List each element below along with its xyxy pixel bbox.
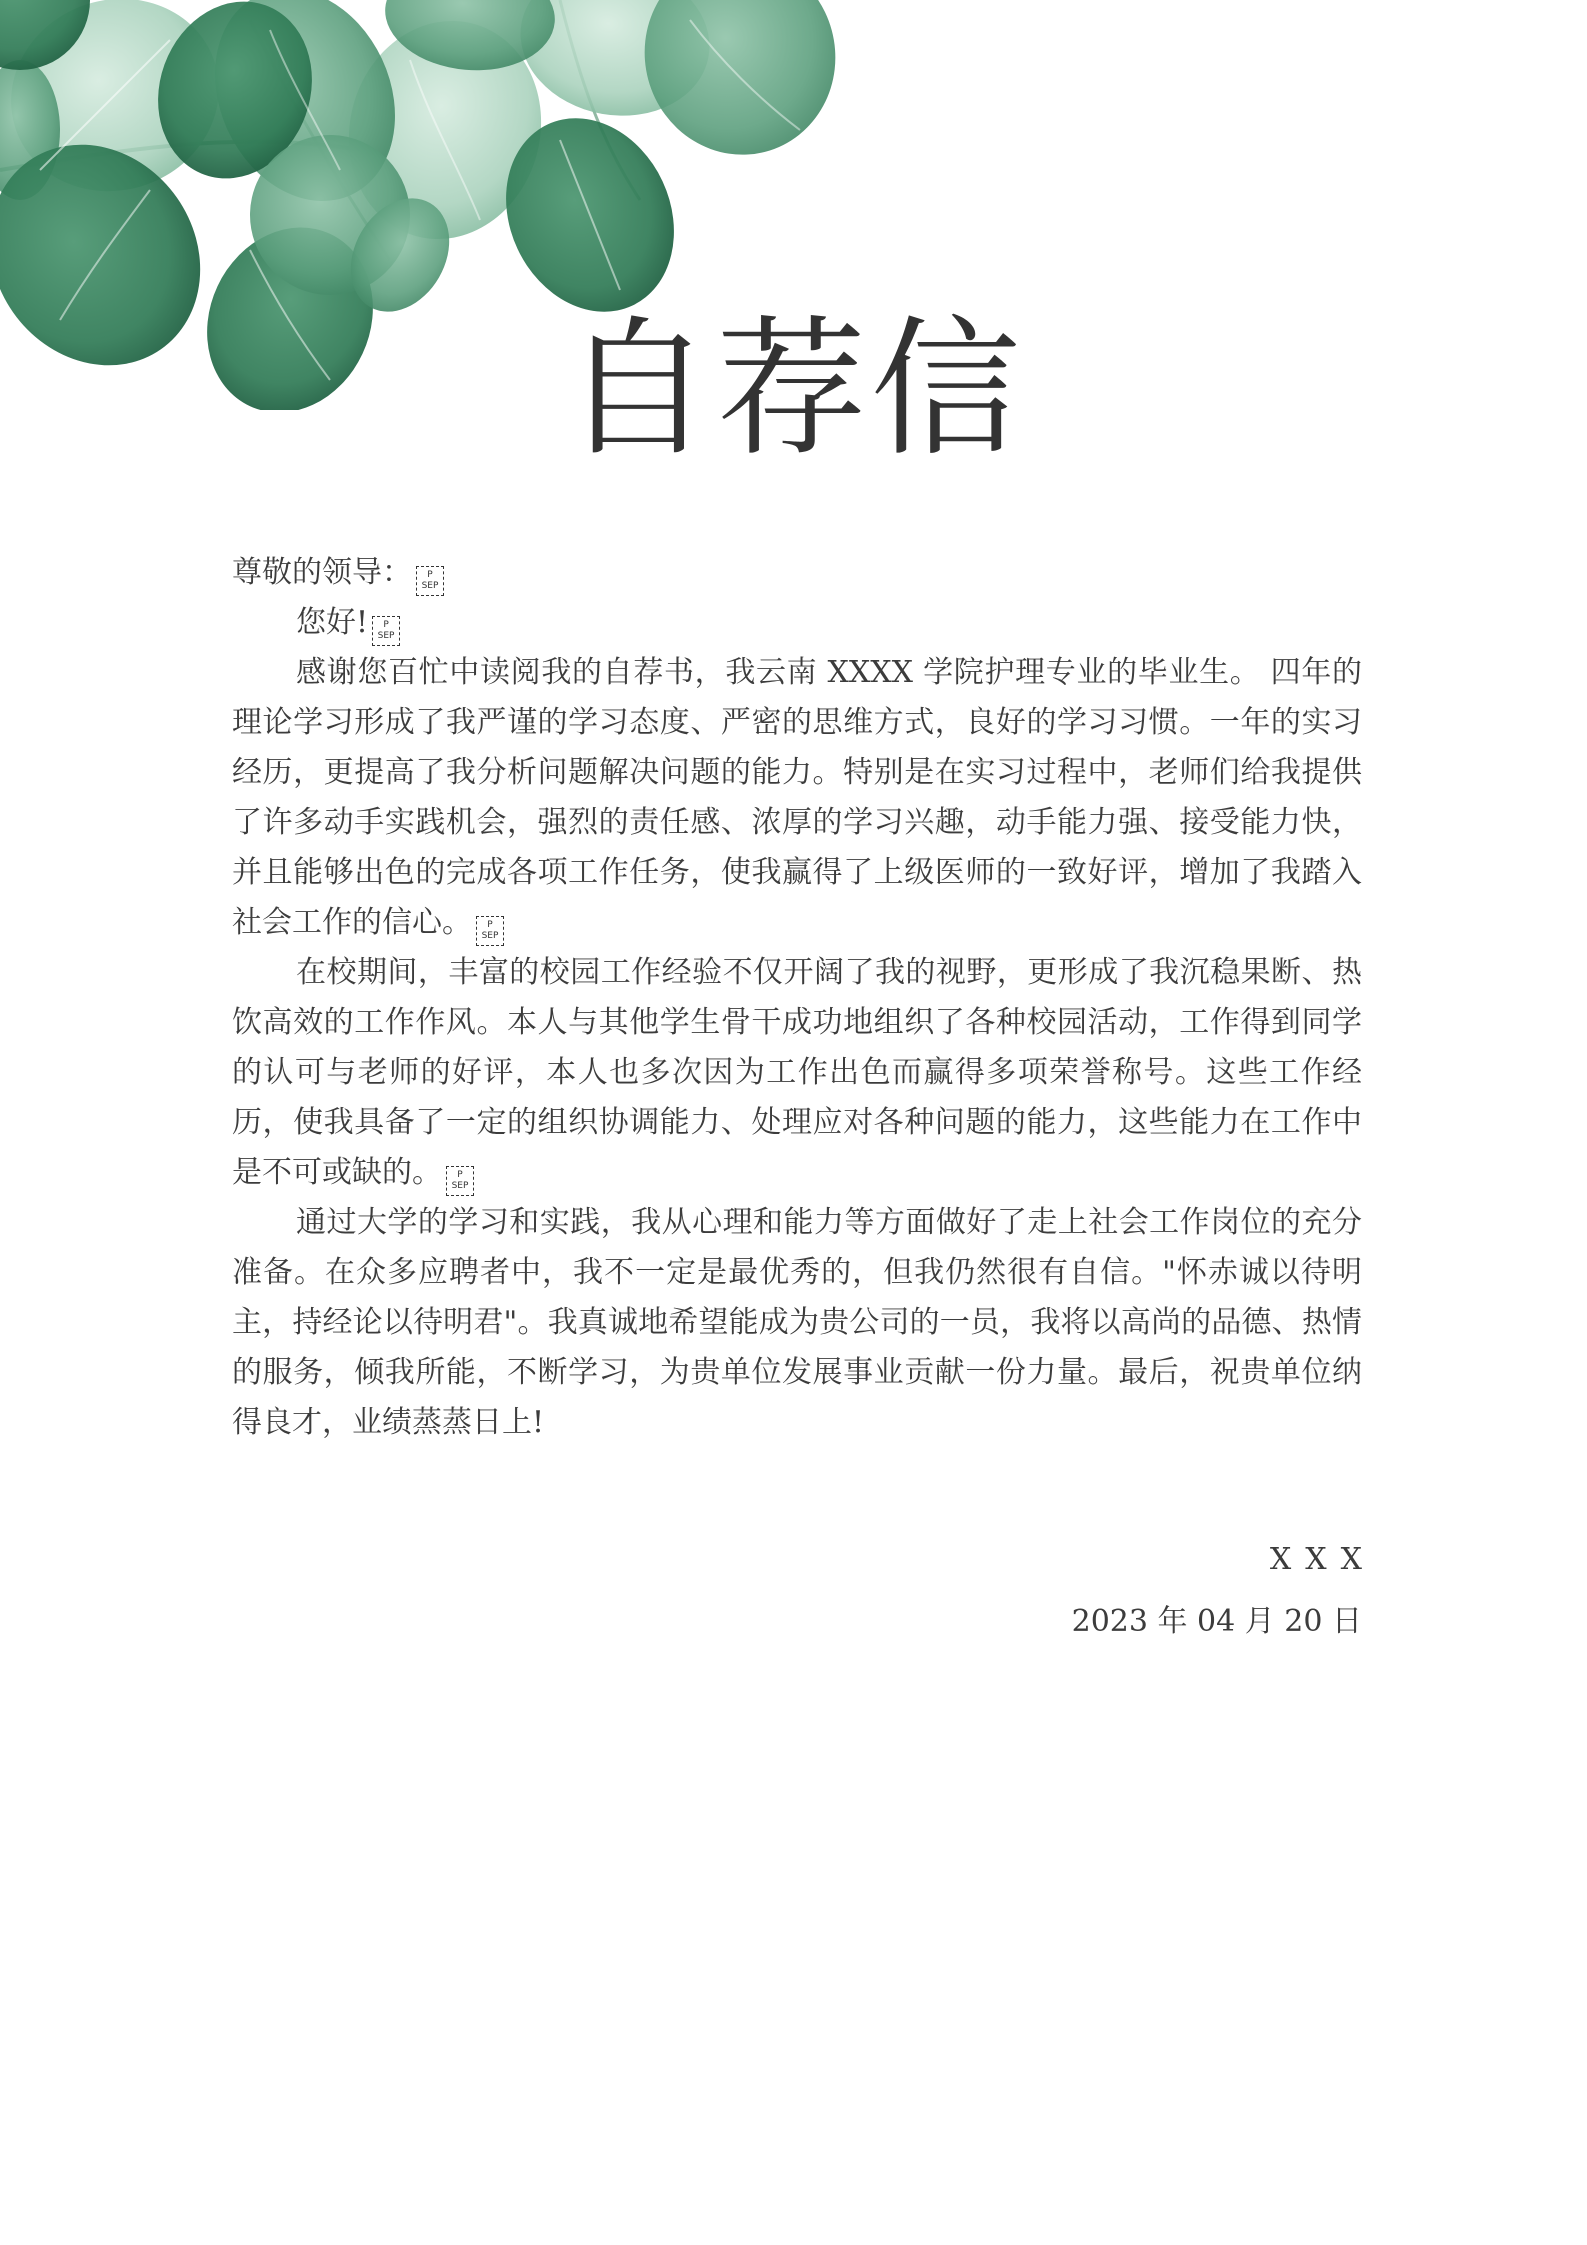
paragraph-text: 在校期间，丰富的校园工作经验不仅开阔了我的视野，更形成了我沉稳果断、热饮高效的工作作风。本人与其他学生骨干成功地组织了各种校园活动，工作得到同学的认可与老师的好评，本人也多次因为工作出色而赢得多项荣誉称号。这些工作经历，使我具备了一定的组织协调能力、处理应对各种问题的能力，这些能力在工作中是不可或缺的。 bbox=[232, 955, 1362, 1190]
greeting: 尊敬的领导： bbox=[232, 555, 412, 590]
greeting-line bbox=[232, 548, 1362, 598]
sep-marker-icon: P SEP bbox=[476, 916, 504, 946]
letter-body bbox=[232, 548, 1362, 1448]
paragraph-text: 感谢您百忙中读阅我的自荐书，我云南 XXXX 学院护理专业的毕业生。 四年的理论学习形成了我严谨的学习态度、严密的思维方式，良好的学习习惯。一年的实习经历，更提高了我分析问题解决问题的能力。特别是在实习过程中，老师们给我提供了许多动手实践机会，强烈的责任感、浓厚的学习兴趣，动手能力强、接受能力快，并且能够出色的完成各项工作任务，使我赢得了上级医师的一致好评，增加了我踏入社会工作的信心。 bbox=[232, 655, 1362, 940]
sep-marker-icon: P SEP bbox=[416, 566, 444, 596]
signer-name: XXX bbox=[1269, 1542, 1376, 1577]
letter-date: 2023 年 04 月 20 日 bbox=[1071, 1604, 1362, 1639]
sep-marker-icon: P SEP bbox=[372, 616, 400, 646]
salutation-line bbox=[232, 598, 1362, 648]
paragraph-1 bbox=[232, 648, 1362, 948]
paragraph-3 bbox=[232, 1198, 1362, 1448]
paragraph-2 bbox=[232, 948, 1362, 1198]
paragraph-text: 通过大学的学习和实践，我从心理和能力等方面做好了走上社会工作岗位的充分准备。在众多应聘者中，我不一定是最优秀的，但我仍然很有自信。"怀赤诚以待明主，持经论以待明君"。我真诚地希望能成为贵公司的一员，我将以高尚的品德、热情的服务，倾我所能，不断学习，为贵单位发展事业贡献一份力量。最后，祝贵单位纳得良才，业绩蒸蒸日上! bbox=[232, 1205, 1362, 1440]
sep-marker-icon: P SEP bbox=[446, 1166, 474, 1196]
page-title: 自荐信 bbox=[562, 303, 1025, 477]
signature-block bbox=[1071, 1535, 1376, 1647]
salutation: 您好! bbox=[296, 605, 369, 640]
